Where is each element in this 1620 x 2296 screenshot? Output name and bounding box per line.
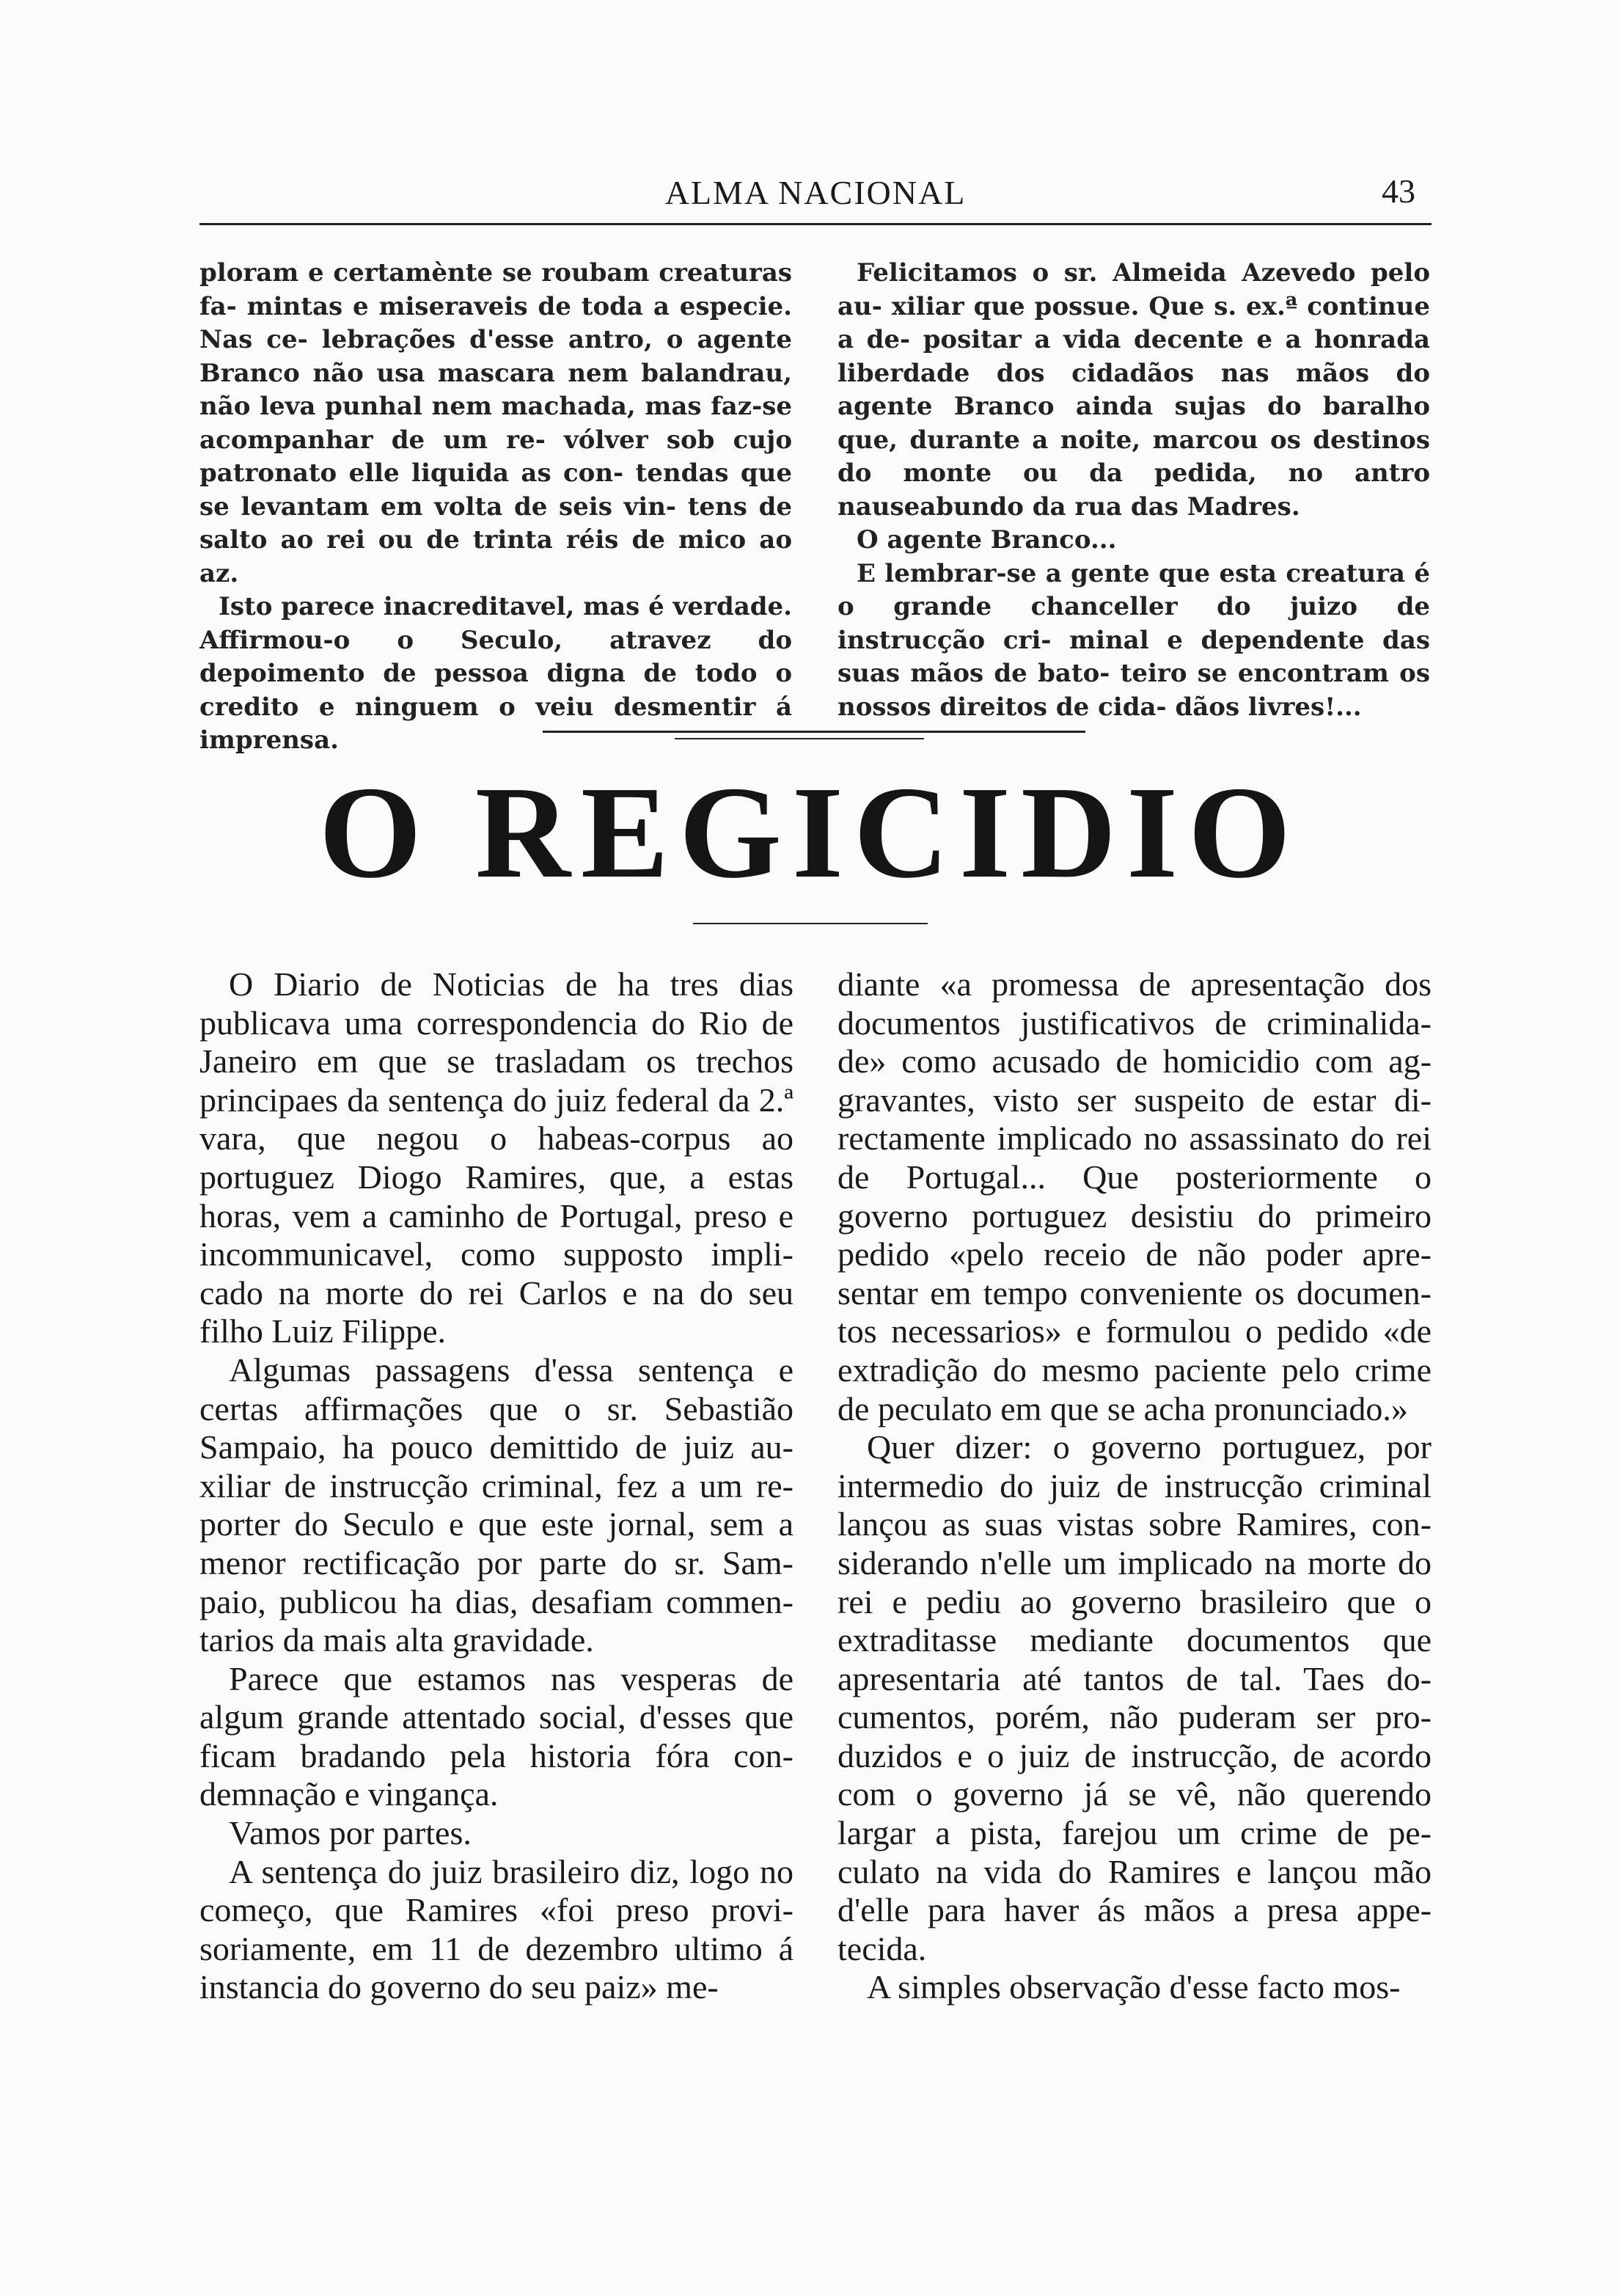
paragraph: Quer dizer: o governo portuguez, por intermedio do juiz de instrucção criminal lançou as suas vistas sobre Ramires, con- siderando n'elle um implicado na morte do rei e pediu ao governo brasileiro que o extraditasse mediante documentos que apresentaria até tantos de tal. Taes do- cumentos, porém, não puderam ser pro- duzidos e o juiz de instrucção, de acordo com o governo já se vê, não querendo largar a pista, farejou um crime de pe- culato na vida do Ramires e lançou mão d'elle para haver ás mãos a presa appe- tecida. — [838, 1428, 1432, 1967]
paragraph: A simples observação d'esse facto mos- — [867, 1968, 1401, 2006]
paragraph: ploram e certamènte se roubam creaturas fa- mintas e miseraveis de toda a especie. Nas ce- lebrações d'esse antro, o agente Branco não usa mascara nem balandrau, não leva punhal nem machada, mas faz-se acompanhar de um re- vólver sob cujo patronato elle liquida as con- tendas que se levantam em volta de seis vin- tens de salto ao rei ou de trinta réis de mico ao az. — [199, 258, 792, 588]
paragraph: O Diario de Noticias de ha tres dias publicava uma correspondencia do Rio de Janeiro em que se trasladam os trechos principaes da sentença do juiz federal da 2.ª vara, que negou o habeas-corpus ao portuguez Diogo Ramires, que, a estas horas, vem a caminho de Portugal, preso e incommunicavel, como supposto impli- cado na morte do rei Carlos e na do seu filho Luiz Filippe. — [199, 965, 793, 1350]
running-title: ALMA NACIONAL — [664, 174, 967, 211]
paragraph: A sentença do juiz brasileiro diz, logo no começo, que Ramires «foi preso provi- soriamente, em 11 de dezembro ultimo á instancia do governo do seu paiz» me- — [199, 1852, 793, 2006]
paragraph: Isto parece inacreditavel, mas é verdade. Affirmou-o o Seculo, atravez do depoimento de pessoa digna de todo o credito e ninguem o veiu desmentir á imprensa. — [199, 592, 792, 755]
section-divider-upper — [543, 731, 1085, 733]
paragraph: Felicitamos o sr. Almeida Azevedo pelo au- xiliar que possue. Que s. ex.ª continue a de- positar a vida decente e a honrada liberdade dos cidadãos nas mãos do agente Branco ainda sujas do baralho que, durante a noite, marcou os destinos do monte ou da pedida, no antro nauseabundo da rua das Madres. — [838, 258, 1430, 522]
paragraph: Vamos por partes. — [229, 1814, 472, 1852]
section-divider-lower — [675, 738, 924, 739]
article-title: O REGICIDIO — [318, 759, 1302, 905]
running-header — [199, 167, 1432, 226]
paragraph: diante «a promessa de apresentação dos documentos justificativos de criminalida- de» como acusado de homicidio com ag- gravantes, visto ser suspeito de estar di- rectamente implicado no assassinato do rei de Portugal... Que posteriormente o governo portuguez desistiu do primeiro pedido «pelo receio de não poder apre- sentar em tempo conveniente os documen- tos necessarios» e formulou o pedido «de extradição do mesmo paciente pelo crime de peculato em que se acha pronunciado.» — [838, 965, 1432, 1427]
previous-article-left-column — [199, 257, 792, 758]
article-right-column — [838, 965, 1432, 2007]
previous-article-right-column — [838, 257, 1430, 724]
article-left-column — [199, 965, 793, 2007]
paragraph: Parece que estamos nas vesperas de algum grande attentado social, d'esses que ficam bradando pela historia fóra con- demnação e vingança. — [199, 1659, 793, 1813]
paragraph: E lembrar-se a gente que esta creatura é o grande chanceller do juizo de instrucção cri- minal e dependente das suas mãos de bato- teiro se encontram os nossos direitos de cida- dãos livres!... — [838, 558, 1430, 722]
title-underline — [693, 923, 928, 924]
header-rule — [199, 223, 1432, 225]
paragraph: Algumas passagens d'essa sentença e certas affirmações que o sr. Sebastião Sampaio, ha pouco demittido de juiz au- xiliar de instrucção criminal, fez a um re- porter do Seculo e que este jornal, sem a menor rectificação por parte do sr. Sam- paio, publicou ha dias, desafiam commen- tarios da mais alta gravidade. — [199, 1350, 793, 1659]
paragraph: O agente Branco... — [857, 525, 1117, 555]
page-number: 43 — [1382, 172, 1415, 210]
